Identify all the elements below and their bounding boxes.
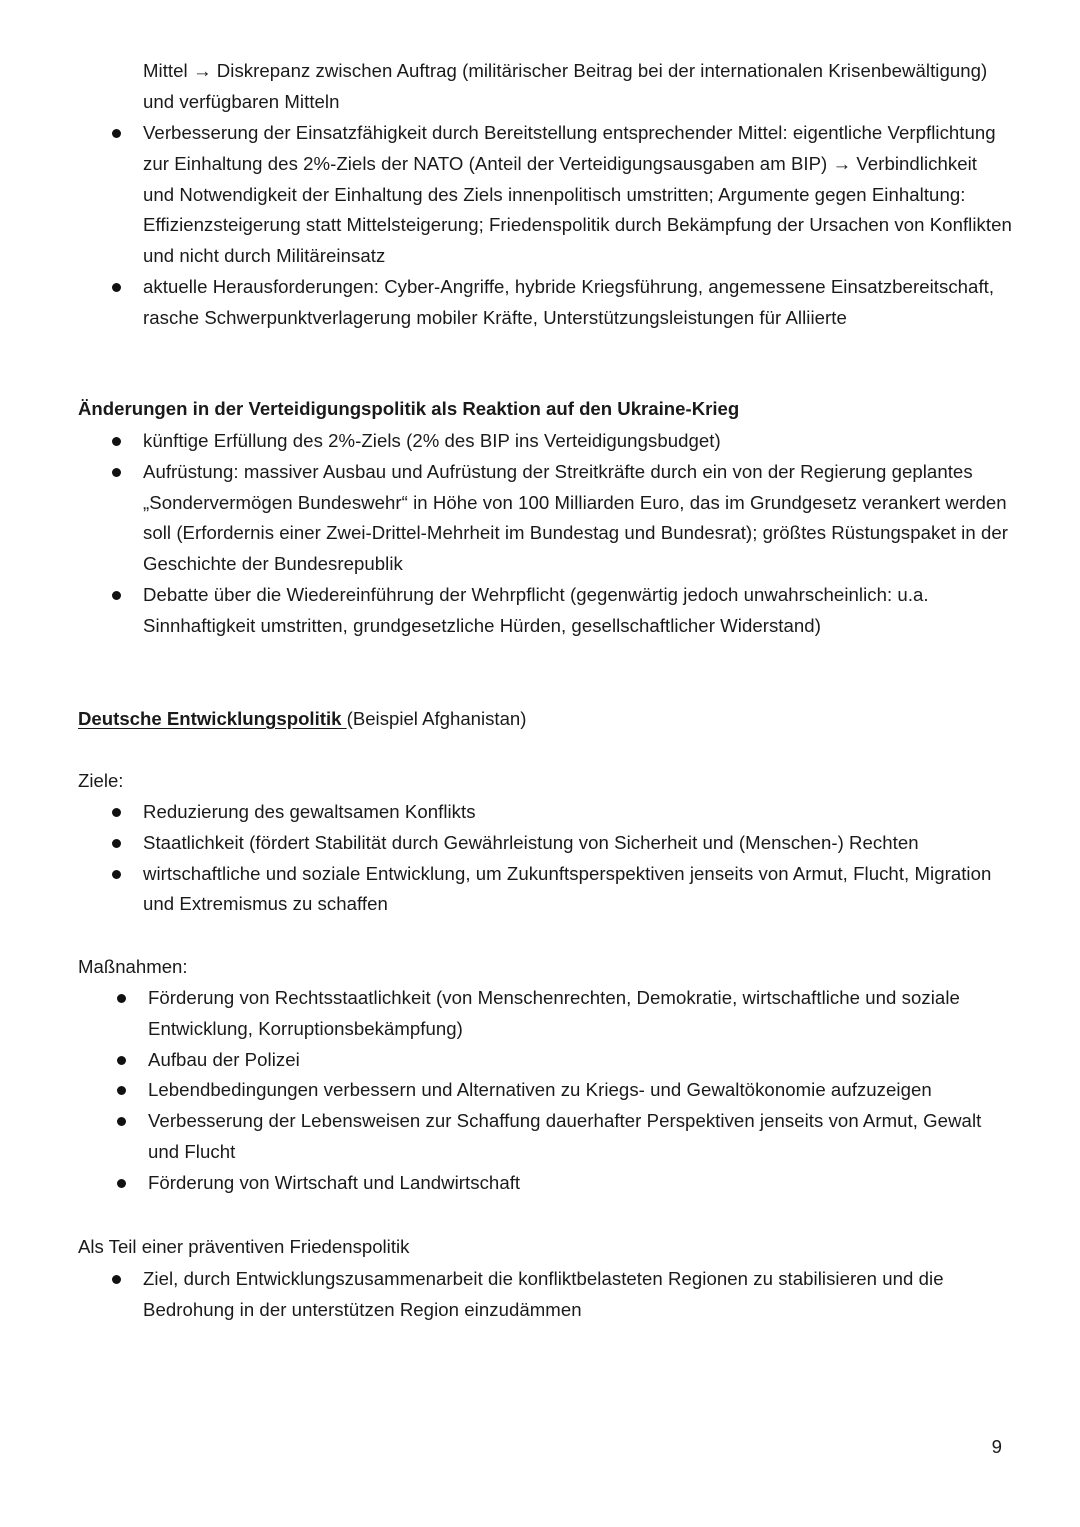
list-item: Staatlichkeit (fördert Stabilität durch Gewährleistung von Sicherheit und (Menschen-) Rechten (0, 828, 1013, 859)
list-item: Verbesserung der Einsatzfähigkeit durch Bereitstellung entsprechender Mittel: eigentliche Verpflichtung zur Einhaltung des 2%-Ziels der NATO (Anteil der Verteidigungsausgaben am BIP) → Verbindlichkeit und Notwendigkeit der Einhaltung des Ziels innenpolitisch umstritten; Argumente gegen Einhaltung: Effizienzsteigerung statt Mittelsteigerung; Friedenspolitik durch Bekämpfung der Ursachen von Konflikten und nicht durch Militäreinsatz (0, 118, 1013, 272)
bullet-icon (112, 468, 121, 477)
measures-bullet-list (0, 983, 1080, 1199)
list-item: künftige Erfüllung des 2%-Ziels (2% des BIP ins Verteidigungsbudget) (0, 426, 1013, 457)
bullet-icon (112, 1275, 121, 1284)
goals-label: Ziele: (78, 770, 124, 791)
goals-bullet-list (0, 797, 1080, 920)
intro-continuation: Mittel → Diskrepanz zwischen Auftrag (militärischer Beitrag bei der internationalen Krisenbewältigung) und verfügbaren Mitteln (143, 60, 988, 112)
bullet-icon (112, 870, 121, 879)
list-item: Förderung von Rechtsstaatlichkeit (von Menschenrechten, Demokratie, wirtschaftliche und soziale Entwicklung, Korruptionsbekämpfung) (0, 983, 1008, 1045)
bullet-icon (112, 129, 121, 138)
prevention-label: Als Teil einer präventiven Friedenspolitik (78, 1236, 410, 1257)
bullet-icon (117, 1179, 126, 1188)
page-number: 9 (991, 1436, 1002, 1457)
bullet-icon (117, 1056, 126, 1065)
bullet-icon (112, 839, 121, 848)
ukraine-bullet-list (0, 426, 1080, 642)
list-item: Lebendbedingungen verbessern und Alternativen zu Kriegs- und Gewaltökonomie aufzuzeigen (0, 1075, 1008, 1106)
list-item: wirtschaftliche und soziale Entwicklung, um Zukunftsperspektiven jenseits von Armut, Flucht, Migration und Extremismus zu schaffen (0, 859, 1013, 921)
bullet-icon (112, 808, 121, 817)
development-section-heading (78, 704, 526, 735)
prevention-bullet-list (0, 1264, 1080, 1326)
development-subtitle: (Beispiel Afghanistan) (346, 708, 527, 729)
bullet-icon (112, 283, 121, 292)
list-item: Reduzierung des gewaltsamen Konflikts (0, 797, 1013, 828)
bullet-icon (112, 437, 121, 446)
list-item: Aufbau der Polizei (0, 1045, 1008, 1076)
list-item: Ziel, durch Entwicklungszusammenarbeit die konfliktbelasteten Regionen zu stabilisieren und die Bedrohung in der unterstützen Region einzudämmen (0, 1264, 1013, 1326)
ukraine-section-heading: Änderungen in der Verteidigungspolitik als Reaktion auf den Ukraine-Krieg (78, 398, 740, 419)
measures-label: Maßnahmen: (78, 956, 188, 977)
bullet-icon (117, 1086, 126, 1095)
bullet-icon (117, 1117, 126, 1126)
list-item: Aufrüstung: massiver Ausbau und Aufrüstung der Streitkräfte durch ein von der Regierung geplantes „Sondervermögen Bundeswehr“ in Höhe von 100 Milliarden Euro, das im Grundgesetz verankert werden soll (Erfordernis einer Zwei-Drittel-Mehrheit im Bundestag und Bundesrat); größtes Rüstungspaket in der Geschichte der Bundesrepublik (0, 457, 1013, 580)
top-bullet-list (0, 118, 1080, 334)
development-title: Deutsche Entwicklungspolitik (78, 708, 347, 729)
list-item: aktuelle Herausforderungen: Cyber-Angriffe, hybride Kriegsführung, angemessene Einsatzbereitschaft, rasche Schwerpunktverlagerung mobiler Kräfte, Unterstützungsleistungen für Alliierte (0, 272, 1013, 334)
bullet-icon (112, 591, 121, 600)
list-item: Förderung von Wirtschaft und Landwirtschaft (0, 1168, 1008, 1199)
bullet-icon (117, 994, 126, 1003)
list-item: Verbesserung der Lebensweisen zur Schaffung dauerhafter Perspektiven jenseits von Armut, Gewalt und Flucht (0, 1106, 1008, 1168)
list-item: Debatte über die Wiedereinführung der Wehrpflicht (gegenwärtig jedoch unwahrscheinlich: u.a. Sinnhaftigkeit umstritten, grundgesetzliche Hürden, gesellschaftlicher Widerstand) (0, 580, 1013, 642)
